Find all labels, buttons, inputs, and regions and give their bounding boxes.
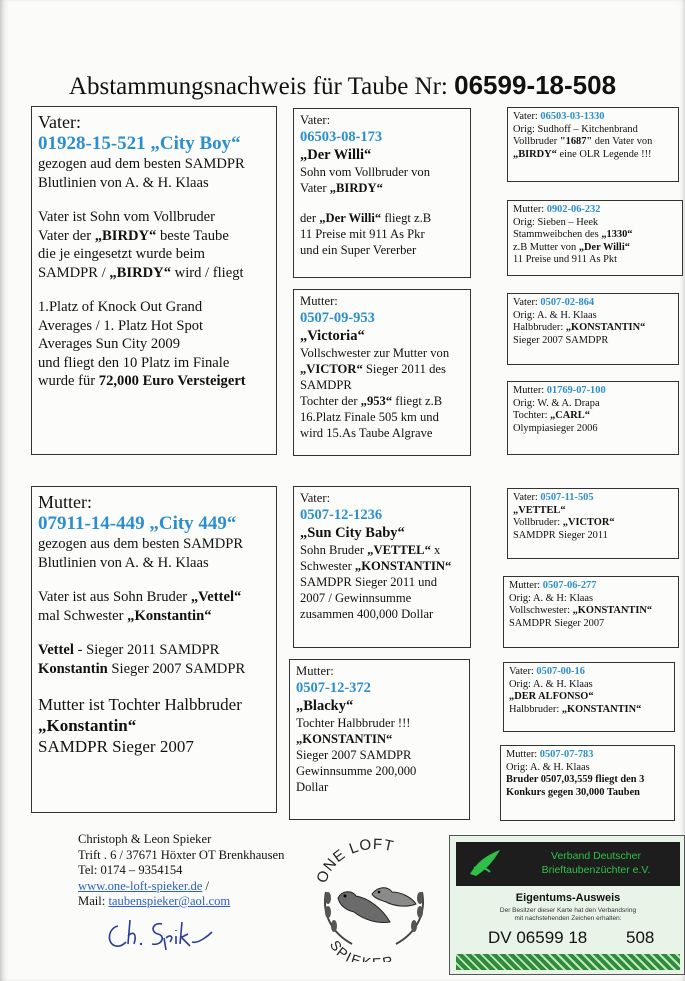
- ancestor-box-7: [503, 662, 675, 732]
- box-label: Vater: 0507-11-505: [513, 492, 594, 503]
- text-line: mal Schwester „Konstantin“: [38, 607, 212, 624]
- text-line: Blutlinien von A. & H. Klaas: [38, 174, 209, 191]
- text-line: Bruder 0507,03,559 fliegt den 3: [506, 774, 645, 786]
- text-line: z.B Mutter von „Der Willi“: [513, 241, 630, 253]
- text-line: Orig: A. & H. Klaas: [513, 309, 597, 321]
- text-line: 1.Platz of Knock Out Grand: [38, 299, 203, 315]
- dam-sire-box: [293, 486, 471, 648]
- dam-box: [31, 486, 277, 813]
- text-line: „VICTOR“ Sieger 2011 des: [300, 362, 446, 376]
- text-line: SAMDPR / „BIRDY“ wird / fliegt: [38, 264, 244, 281]
- text-line: Stammweibchen des „1330“: [513, 229, 633, 241]
- text-line: Orig: Sudhoff – Kitchenbrand: [513, 123, 638, 135]
- text-line: Tochter der „953“ fliegt z.B: [300, 394, 443, 408]
- text-line: SAMDPR Sieger 2011 und: [300, 575, 438, 589]
- text-line: 11 Preise und 911 As Pkt: [513, 254, 618, 266]
- pigeon-emblem-icon: [466, 846, 506, 882]
- text-line: Vollbruder: „VICTOR“: [513, 517, 615, 529]
- svg-text:ONE LOFT: ONE LOFT: [313, 835, 396, 886]
- breeder-phone: Tel: 0174 – 9354154: [78, 863, 183, 877]
- dam-label: Mutter:: [38, 492, 92, 512]
- breeder-name: Christoph & Leon Spieker: [78, 832, 212, 846]
- text-line: Vollschwester: „KONSTANTIN“: [509, 605, 653, 617]
- box-label: Mutter: 0507-07-783: [506, 749, 594, 760]
- sire-label: Vater:: [38, 112, 81, 132]
- text-line: Averages / 1. Platz Hot Spot: [38, 317, 204, 334]
- ancestor-box-6: [503, 576, 679, 648]
- card-org-line-1: Verband Deutscher: [551, 850, 641, 862]
- text-line: Konkurs gegen 30,000 Tauben: [506, 786, 640, 798]
- text-line: gezogen aud dem besten SAMDPR: [38, 156, 245, 172]
- text-line: „BIRDY“ eine OLR Legende !!!: [513, 148, 652, 160]
- signature-drawing: [104, 914, 224, 954]
- card-ring-number: DV 06599 18: [488, 928, 588, 947]
- pigeon-name: „Sun City Baby“: [300, 525, 405, 541]
- text-line: wurde für 72,000 Euro Versteigert: [38, 373, 246, 389]
- pigeon-name: „Der Willi“: [300, 147, 372, 163]
- card-title: Eigentums-Ausweis: [515, 892, 621, 904]
- box-label: Mutter:: [300, 294, 338, 308]
- text-line: Orig: W. & A. Drapa: [513, 397, 600, 409]
- text-line: SAMDPR: [300, 378, 352, 392]
- text-line: Olympiasieger 2006: [513, 422, 598, 434]
- sire-sire-box: [293, 108, 471, 278]
- text-line: 11 Preise mit 911 As Pkr: [300, 227, 425, 241]
- text-line: Vater der „BIRDY“ beste Taube: [38, 227, 229, 244]
- dam-ring-name: 07911-14-449 „City 449“: [38, 513, 237, 534]
- text-line: zusammen 400,000 Dollar: [300, 607, 434, 621]
- box-label: Mutter:: [296, 664, 334, 678]
- box-label: Vater: 06503-03-1330: [513, 111, 605, 122]
- card-hint: Der Besitzer dieser Karte hat den Verbandsring: [499, 907, 637, 914]
- text-line: die je eingesetzt wurde beim: [38, 246, 205, 262]
- text-line: Schwester „KONSTANTIN“: [300, 559, 452, 573]
- one-loft-spieker-logo: [308, 832, 440, 962]
- text-line: Sohn Bruder „VETTEL“ x: [300, 543, 441, 557]
- pigeon-name: „Victoria“: [300, 328, 365, 344]
- ring-number: 06503-08-173: [300, 129, 383, 145]
- text-line: Sieger 2007 SAMDPR: [296, 748, 412, 762]
- text-line: SAMDPR Sieger 2011: [513, 529, 608, 541]
- card-ring-suffix: 508: [626, 928, 655, 947]
- text-line: Orig: A. & H. Klaas: [506, 761, 590, 773]
- box-label: Mutter: 01769-07-100: [513, 385, 606, 396]
- text-line: Gewinnsumme 200,000: [296, 764, 417, 778]
- text-line: Dollar: [296, 780, 329, 794]
- text-line: 2007 / Gewinnsumme: [300, 591, 412, 605]
- text-line: gezogen aus dem besten SAMDPR: [38, 536, 244, 552]
- ring-number: 0507-09-953: [300, 310, 375, 326]
- text-line: Tochter Halbbruder !!!: [296, 716, 411, 730]
- text-line: Mutter ist Tochter Halbbruder: [38, 695, 242, 714]
- ancestor-box-2: [507, 200, 683, 276]
- ring-number: 0507-12-1236: [300, 507, 383, 523]
- website-link[interactable]: www.one-loft-spieker.de: [78, 878, 203, 893]
- text-line: 16.Platz Finale 505 km und: [300, 410, 439, 424]
- text-line: „KONSTANTIN“: [296, 732, 393, 746]
- text-line: „Konstantin“: [38, 716, 137, 735]
- pigeon-pair-icon: [308, 832, 440, 962]
- box-label: Vater: 0507-00-16: [509, 666, 585, 677]
- text-line: Halbbruder: „KONSTANTIN“: [509, 703, 642, 715]
- ownership-card: [449, 835, 685, 975]
- text-line: „DER ALFONSO“: [509, 691, 594, 703]
- box-label: Mutter: 0902-06-232: [513, 204, 601, 215]
- dam-dam-box: [289, 659, 470, 820]
- pigeon-number: 06599-18-508: [454, 70, 617, 100]
- ancestor-box-1: [507, 107, 679, 182]
- text-line: Vater ist Sohn vom Vollbruder: [38, 209, 216, 225]
- text-line: und ein Super Vererber: [300, 243, 417, 257]
- email-link[interactable]: taubenspieker@aol.com: [108, 894, 231, 908]
- pigeon-name: „Blacky“: [296, 698, 354, 714]
- text-line: wird 15.As Taube Algrave: [300, 426, 433, 440]
- text-line: Orig: A. & H: Klaas: [509, 592, 593, 604]
- text-line: Averages Sun City 2009: [38, 336, 181, 352]
- ancestor-box-5: [507, 488, 679, 559]
- box-label: Vater:: [300, 113, 331, 127]
- ring-number: 0507-12-372: [296, 680, 371, 696]
- breeder-mail-line: Mail: taubenspieker@aol.com: [78, 894, 231, 908]
- text-line: Orig: Sieben – Heek: [513, 216, 599, 228]
- box-label: Vater: 0507-02-864: [513, 297, 595, 308]
- text-line: SAMDPR Sieger 2007: [38, 737, 194, 756]
- text-line: Halbbruder: „KONSTANTIN“: [513, 322, 646, 334]
- page-title: Abstammungsnachweis für Taube Nr: 06599-18-508: [68, 70, 617, 100]
- card-header: [456, 842, 680, 886]
- box-label: Mutter: 0507-06-277: [509, 580, 597, 591]
- text-line: Vater ist aus Sohn Bruder „Vettel“: [38, 589, 242, 605]
- signature: [104, 914, 224, 959]
- text-line: „VETTEL“: [513, 504, 566, 516]
- text-line: und fliegt den 10 Platz im Finale: [38, 354, 230, 371]
- svg-text:SPIEKER: SPIE R: [326, 937, 397, 962]
- sire-box: [31, 106, 277, 455]
- sire-dam-box: [293, 289, 471, 456]
- text-line: Vater „BIRDY“: [300, 181, 383, 195]
- ancestor-box-4: [507, 381, 679, 455]
- box-label: Vater:: [300, 491, 331, 505]
- text-line: Vettel - Sieger 2011 SAMDPR: [38, 642, 220, 658]
- ancestor-box-3: [507, 293, 679, 365]
- card-org-line-2: Brieftaubenzüchter e.V.: [541, 864, 651, 876]
- text-line: Vollbruder "1687" den Vater von: [513, 136, 653, 148]
- text-line: der „Der Willi“ fliegt z.B: [300, 211, 432, 225]
- text-line: Orig: A. & H. Klaas: [509, 678, 593, 690]
- breeder-address: Trift . 6 / 37671 Höxter OT Brenkhausen: [78, 847, 285, 862]
- breeder-web-line: www.one-loft-spieker.de /: [78, 878, 210, 893]
- sire-ring-name: 01928-15-521 „City Boy“: [38, 133, 241, 154]
- text-line: Vollschwester zur Mutter von: [300, 346, 450, 360]
- text-line: SAMDPR Sieger 2007: [509, 617, 605, 629]
- text-line: Tochter: „CARL“: [513, 410, 590, 422]
- text-line: Konstantin Sieger 2007 SAMDPR: [38, 660, 246, 677]
- text-line: Sohn vom Vollbruder von: [300, 165, 431, 179]
- ancestor-box-8: [500, 745, 675, 821]
- card-security-pattern: [456, 954, 680, 970]
- text-line: Blutlinien von A. & H. Klaas: [38, 554, 209, 571]
- card-hint: mit nachstehenden Zeichen erhalten:: [514, 915, 622, 922]
- breeder-contact: [78, 832, 284, 910]
- text-line: Sieger 2007 SAMDPR: [513, 334, 609, 346]
